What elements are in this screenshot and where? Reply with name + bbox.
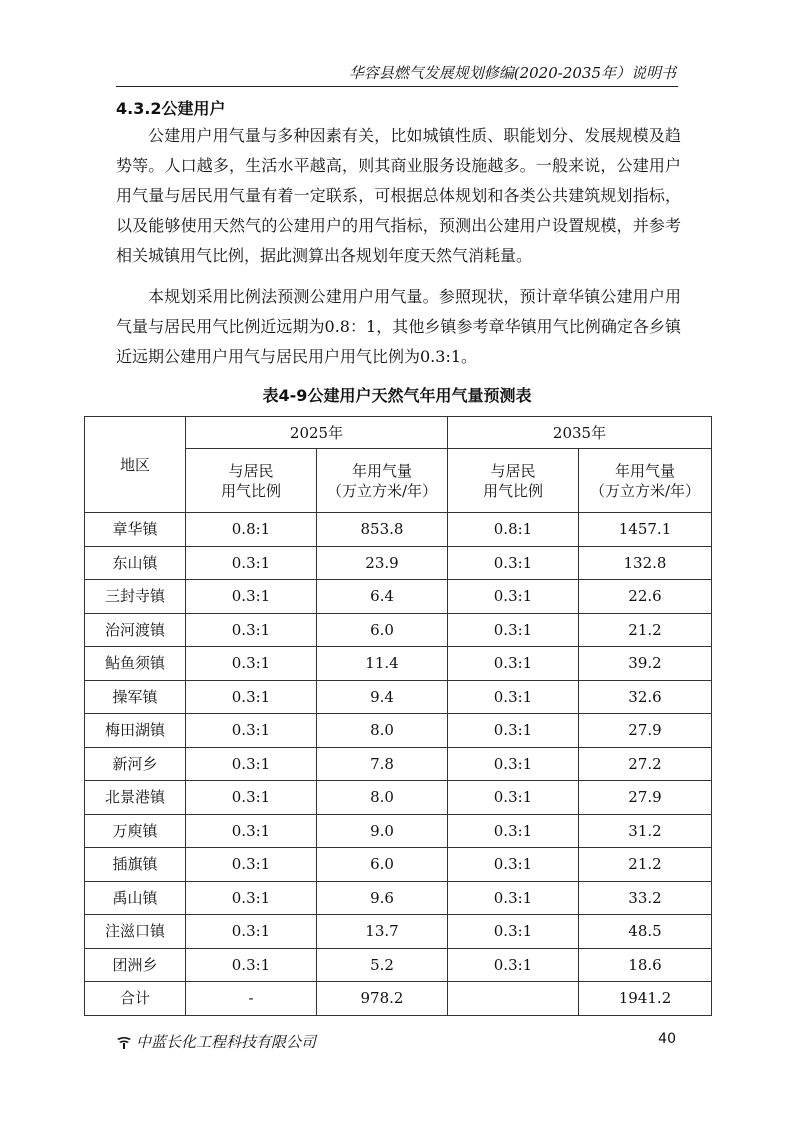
table-total-row [85,982,712,1016]
cell-v2035: 33.2 [579,881,712,915]
volume-2035-header: 年用气量 （万立方米/年） [579,449,712,513]
cell-r2025: 0.3:1 [186,814,317,848]
cell-r2025: 0.3:1 [186,881,317,915]
cell-region: 注滋口镇 [85,915,186,949]
table-caption: 表4-9公建用户天然气年用气量预测表 [262,386,532,405]
cell-r2025: 0.8:1 [186,513,317,547]
cell-v2025: 9.6 [317,881,448,915]
cell-v2035: 27.9 [579,714,712,748]
cell-region: 章华镇 [85,513,186,547]
cell-v2035: 27.2 [579,747,712,781]
cell-v2025: 8.0 [317,714,448,748]
cell-v2035: 39.2 [579,647,712,681]
cell-v2025: 853.8 [317,513,448,547]
company-logo-icon [116,1035,132,1049]
cell-v2025: 5.2 [317,948,448,982]
cell-r2025: 0.3:1 [186,848,317,882]
cell-r2035: 0.3:1 [448,948,579,982]
cell-r2035: 0.3:1 [448,814,579,848]
cell-v2025: 23.9 [317,546,448,580]
cell-v2025: 9.0 [317,814,448,848]
cell-region: 东山镇 [85,546,186,580]
volume-2025-header: 年用气量 （万立方米/年） [317,449,448,513]
body-paragraph: 公建用户用气量与多种因素有关，比如城镇性质、职能划分、发展规模及趋势等。人口越多，生活水平越高，则其商业服务设施越多。一般来说，公建用户用气量与居民用气量有着一定联系，可根据总体规划和各类公共建筑规划指标，以及能够使用天然气的公建用户的用气指标，预测出公建用户设置规模，并参考相关城镇用气比例，据此测算出各规划年度天然气消耗量。 [116,126,681,265]
cell-r2035: 0.3:1 [448,714,579,748]
cell-v2035: 31.2 [579,814,712,848]
cell-region: 插旗镇 [85,848,186,882]
cell-r2025: - [186,982,317,1016]
cell-v2035: 48.5 [579,915,712,949]
cell-r2035: 0.3:1 [448,881,579,915]
table-row [85,714,712,748]
cell-v2025: 11.4 [317,647,448,681]
table-row [85,881,712,915]
table-row [85,848,712,882]
cell-v2035: 32.6 [579,680,712,714]
cell-r2025: 0.3:1 [186,781,317,815]
cell-v2035: 21.2 [579,848,712,882]
cell-r2035: 0.3:1 [448,747,579,781]
table-row [85,647,712,681]
cell-r2035: 0.3:1 [448,613,579,647]
ratio-2025-header: 与居民 用气比例 [186,449,317,513]
cell-r2035: 0.3:1 [448,915,579,949]
cell-r2025: 0.3:1 [186,948,317,982]
cell-region: 万庾镇 [85,814,186,848]
year-2035-header: 2035年 [448,417,712,449]
cell-v2035: 27.9 [579,781,712,815]
cell-r2025: 0.3:1 [186,546,317,580]
cell-v2025: 13.7 [317,915,448,949]
cell-region: 合计 [85,982,186,1016]
cell-r2035: 0.3:1 [448,647,579,681]
cell-v2025: 978.2 [317,982,448,1016]
body-paragraph: 本规划采用比例法预测公建用户用气量。参照现状，预计章华镇公建用户用气量与居民用气比例近远期为0.8：1，其他乡镇参考章华镇用气比例确定各乡镇近远期公建用户用气与居民用户用气比例为0.3:1。 [116,287,681,366]
cell-v2035: 1941.2 [579,982,712,1016]
cell-r2035: 0.3:1 [448,680,579,714]
cell-v2025: 6.0 [317,848,448,882]
year-2025-header: 2025年 [186,417,448,449]
cell-r2025: 0.3:1 [186,580,317,614]
cell-v2035: 132.8 [579,546,712,580]
cell-v2025: 8.0 [317,781,448,815]
table-body [85,513,712,1016]
cell-v2035: 22.6 [579,580,712,614]
cell-region: 操军镇 [85,680,186,714]
cell-v2025: 7.8 [317,747,448,781]
cell-r2025: 0.3:1 [186,613,317,647]
cell-r2025: 0.3:1 [186,714,317,748]
table-row [85,580,712,614]
cell-v2035: 1457.1 [579,513,712,547]
footer-company [116,1031,316,1052]
cell-r2035: 0.3:1 [448,580,579,614]
cell-v2025: 6.4 [317,580,448,614]
cell-region: 三封寺镇 [85,580,186,614]
cell-v2035: 18.6 [579,948,712,982]
table-row [85,747,712,781]
company-name: 中蓝长化工程科技有限公司 [136,1033,317,1051]
cell-r2035: 0.8:1 [448,513,579,547]
document-header-title: 华容县燃气发展规划修编(2020-2035年）说明书 [348,64,676,82]
cell-v2025: 6.0 [317,613,448,647]
cell-region: 梅田湖镇 [85,714,186,748]
table-row [85,814,712,848]
header-divider [116,86,678,87]
cell-v2035: 21.2 [579,613,712,647]
section-heading: 4.3.2公建用户 [116,99,226,118]
cell-region: 北景港镇 [85,781,186,815]
cell-r2035 [448,982,579,1016]
cell-r2035: 0.3:1 [448,781,579,815]
table-row [85,546,712,580]
table-row [85,781,712,815]
table-row [85,948,712,982]
cell-region: 禹山镇 [85,881,186,915]
table-row [85,613,712,647]
cell-region: 团洲乡 [85,948,186,982]
cell-r2025: 0.3:1 [186,915,317,949]
table-row [85,680,712,714]
cell-region: 鲇鱼须镇 [85,647,186,681]
cell-r2025: 0.3:1 [186,647,317,681]
cell-r2035: 0.3:1 [448,546,579,580]
cell-region: 治河渡镇 [85,613,186,647]
cell-r2025: 0.3:1 [186,747,317,781]
region-column-header: 地区 [85,417,186,513]
table-row [85,915,712,949]
cell-v2025: 9.4 [317,680,448,714]
page-number: 40 [658,1031,676,1047]
cell-region: 新河乡 [85,747,186,781]
cell-r2025: 0.3:1 [186,680,317,714]
table-row [85,513,712,547]
cell-r2035: 0.3:1 [448,848,579,882]
ratio-2035-header: 与居民 用气比例 [448,449,579,513]
gas-forecast-table [84,416,712,1016]
